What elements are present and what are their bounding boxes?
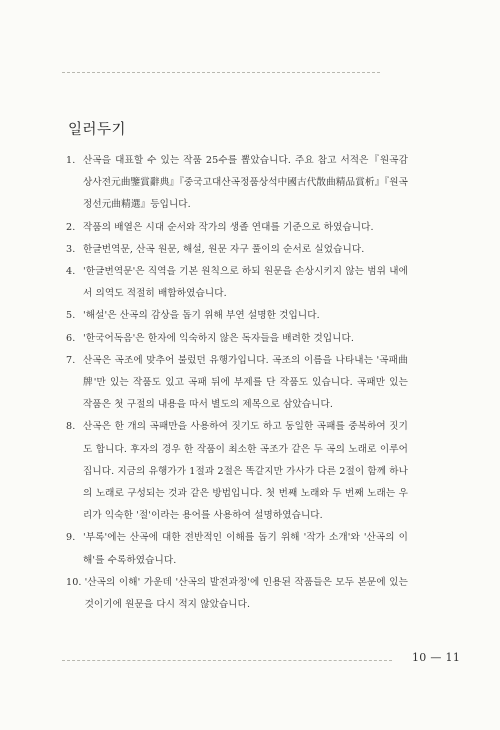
item-text: '한글번역문'은 직역을 기본 원칙으로 하되 원문을 손상시키지 않는 범위 내에서 의역도 적절히 배합하였습니다.	[83, 266, 408, 300]
item-number: 10.	[66, 576, 82, 588]
list-item	[66, 217, 408, 239]
right-page-number: 11	[445, 651, 461, 664]
item-text: 한글번역문, 산곡 원문, 해설, 원문 자구 풀이의 순서로 실었습니다.	[83, 243, 365, 255]
list-item	[66, 350, 408, 417]
item-text: '부록'에는 산곡에 대한 전반적인 이해를 돕기 위해 '작가 소개'와 '산곡의 이해'를 수록하였습니다.	[83, 532, 408, 566]
item-text: '산곡의 이해' 가운데 '산곡의 발전과정'에 인용된 작품들은 모두 본문에 있는 것이기에 원문을 다시 적지 않았습니다.	[84, 576, 408, 611]
list-item	[66, 527, 408, 571]
item-text: 산곡은 한 개의 곡패만을 사용하여 짓기도 하고 동일한 곡패를 중복하여 짓기도 합니다. 후자의 경우 한 작품이 최소한 곡조가 같은 두 곡의 노래로 이루어집니다. 지금의 유행가가 1절과 2절은 똑같지만 가사가 다른 2절이 함께 하나의 노래로 구성되는 것과 같은 방법입니다. 첫 번째 노래와 두 번째 노래는 우리가 익숙한 '절'이라는 용어를 사용하여 설명하였습니다.	[83, 421, 408, 522]
item-number: 3.	[66, 243, 76, 255]
bottom-dashed-rule	[62, 660, 392, 661]
item-text: 산곡은 곡조에 맞추어 불렀던 유행가입니다. 곡조의 이름을 나타내는 '곡패曲牌'만 있는 작품도 있고 곡패 뒤에 부제를 단 작품도 있습니다. 곡패만 있는 작품은 첫 구절의 내용을 따서 별도의 제목으로 삼았습니다.	[83, 354, 408, 411]
item-text: 작품의 배열은 시대 순서와 작가의 생졸 연대를 기준으로 하였습니다.	[83, 221, 374, 233]
notes-list	[66, 150, 408, 616]
list-item	[66, 416, 408, 527]
item-text: 산곡을 대표할 수 있는 작품 25수를 뽑았습니다. 주요 참고 서적은『원곡감상사전元曲鑒賞辭典』『중국고대산곡정품상석中國古代散曲精品賞析』『원곡정선元曲精選』등입니다.	[83, 155, 408, 211]
page-number-separator: —	[430, 651, 442, 664]
item-text: '한국어독음'은 한자에 익숙하지 않은 독자들을 배려한 것입니다.	[83, 332, 355, 344]
item-number: 9.	[66, 532, 76, 544]
item-number: 4.	[66, 266, 76, 278]
item-number: 2.	[66, 221, 76, 233]
list-item	[66, 305, 408, 327]
top-dashed-rule	[62, 72, 380, 73]
item-number: 6.	[66, 332, 76, 344]
page-heading: 일러두기	[68, 122, 127, 138]
item-number: 1.	[66, 155, 76, 166]
item-number: 8.	[66, 421, 76, 433]
list-item	[66, 239, 408, 261]
left-page-number: 10	[412, 651, 427, 664]
list-item	[66, 150, 408, 217]
item-text: '해설'은 산곡의 감상을 돕기 위해 부연 설명한 것입니다.	[83, 310, 320, 322]
list-item	[66, 261, 408, 305]
item-number: 7.	[66, 354, 76, 366]
list-item	[66, 572, 408, 616]
list-item	[66, 328, 408, 350]
page-numbers	[412, 651, 460, 664]
item-number: 5.	[66, 310, 76, 322]
